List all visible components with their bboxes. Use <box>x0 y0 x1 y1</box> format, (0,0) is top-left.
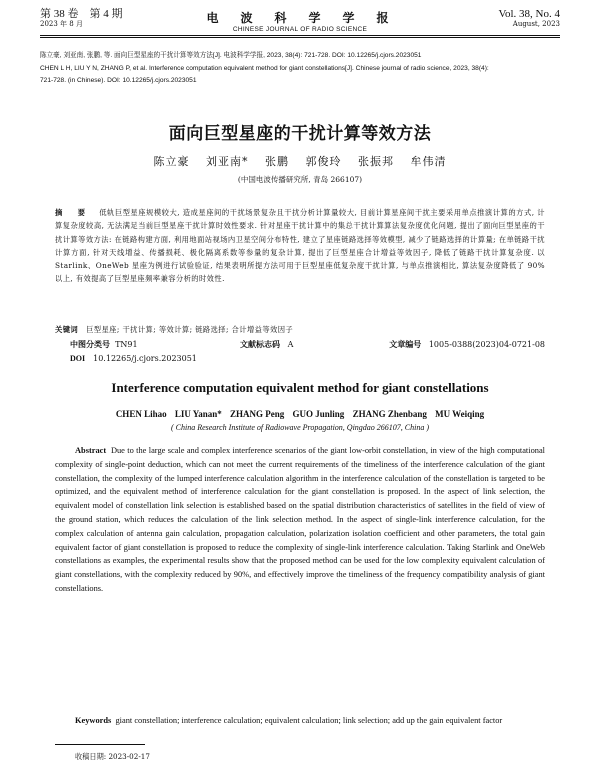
header-rule-top <box>40 35 560 36</box>
abstract-cn-label: 摘 要 <box>55 208 90 217</box>
doi-label: DOI <box>70 354 86 363</box>
journal-name-cn: 电 波 科 学 学 报 <box>206 11 394 25</box>
abstract-en <box>55 444 545 596</box>
abstract-en-text: Due to the large scale and complex interference scenarios of the giant low-orbit constellation, in view of the high computational complexity of single-point deduction, which can not meet the current requirements of the timeliness of the interference calculation of the giant constellation, the complexity of the lumped interference calculation algorithm in the interference calculation of the constellation is targeted to be optimized, and the equivalent method of interference calculation for the giant constellation is proposed. In the aspect of link selection, the equivalent model of constellation link selection is established based on the spatial distribution characteristics of satellites in the field of view of the ground station, which reduces the calculation of the link selection method. In the aspect of single-link interference calculation, for the complex calculation of antenna gain calculation, propagation calculation, polarization isolation coefficient and other parameters, the total gain equivalent factor of giant constellation is proposed to reduce the complexity of single-link interference calculation. Taking Starlink and OneWeb constellations as examples, the experimental results show that the proposed method can be used for the low complexity equivalent calculation of giant constellations, with the complexity reduced by 90%, and effectively improve the timeliness of the frequency compatibility analysis of giant constellations. <box>55 446 546 593</box>
article-number-value: 1005-0388(2023)04-0721-08 <box>428 340 545 349</box>
author-cn: 陈立豪 <box>153 155 190 168</box>
article-number <box>389 339 545 350</box>
affiliation-en: ( China Research Institute of Radiowave Propagation, Qingdao 266107, China ) <box>170 423 430 432</box>
author-en: CHEN Lihao <box>115 409 167 419</box>
header-center <box>40 9 560 33</box>
author-cn: 郭俊玲 <box>305 155 342 168</box>
clc-label: 中图分类号 <box>70 340 110 349</box>
running-header <box>40 9 560 35</box>
keywords-cn-text: 巨型星座; 干扰计算; 等效计算; 链路选择; 合计增益等效因子 <box>86 325 294 334</box>
footnote-rule <box>55 744 145 745</box>
author-cn: 张鹏 <box>265 155 289 168</box>
author-en: ZHANG Peng <box>230 409 285 419</box>
doc-code <box>240 339 293 350</box>
clc-value: TN91 <box>115 340 138 349</box>
title-en: Interference computation equivalent method for giant constellations <box>111 380 489 395</box>
author-en: GUO Junling <box>292 409 345 419</box>
journal-name-en: CHINESE JOURNAL OF RADIO SCIENCE <box>232 26 368 33</box>
doc-code-value: A <box>287 340 294 349</box>
keywords-en-text: giant constellation; interference calculation; equivalent calculation; link selection; add up the gain equivalent factor <box>115 716 503 725</box>
author-cn: 刘亚南* <box>206 155 249 168</box>
date-cn: 2023 年 8 月 <box>40 20 83 28</box>
author-cn: 张振邦 <box>358 155 394 168</box>
citation-line: 陈立豪, 刘亚南, 张鹏, 等. 面向巨型星座的干扰计算等效方法[J]. 电波科学学报, 2023, 38(4): 721-728. DOI: 10.12265/j.cjors.2023051 <box>40 52 422 59</box>
abstract-cn-text: 低轨巨型星座规模较大, 造成星座间的干扰场景复杂且干扰分析计算量较大, 目前计算星座间干扰主要采用单点推演计算的方式, 计算复杂度较高, 无法满足当前巨型星座干扰计算时效性要求. 针对星座干扰计算中的集总干扰计算算法复杂度优化问题, 提出了面向巨型星座的干扰计算等效方法: 在链路构建方面, 利用地面站视场内卫星空间分布特性, 建立了星座链路选择等效模型, 减少了链路选择的计算量; 在单链路干扰计算方面, 针对天线增益、传播损耗、极化隔离系数等参量的复杂计算, 提出了巨型星座合计增益等效因子, 降低了链路干扰计算复杂度. 以 Starlink、OneWeb 星座为例进行试验验证, 结果表明所提方法可用于巨型星座低复杂度干扰计算, 与单点推演相比, 算法复杂度降低了 90% 以上, 有效提高了巨型星座频率兼容分析的时效性. <box>55 208 546 284</box>
abstract-cn <box>55 206 545 286</box>
keywords-cn <box>55 325 545 335</box>
article-number-label: 文章编号 <box>389 340 422 349</box>
author-en: MU Weiqing <box>435 409 485 419</box>
author-en: LIU Yanan* <box>174 409 222 419</box>
doc-code-label: 文献标志码 <box>240 340 280 349</box>
header-right <box>498 9 560 29</box>
author-cn: 牟伟清 <box>410 155 447 168</box>
title-cn: 面向巨型星座的干扰计算等效方法 <box>168 124 432 144</box>
keywords-cn-label: 关键词 <box>55 325 79 334</box>
received-date-footnote: 收稿日期: 2023-02-17 <box>75 752 150 761</box>
date-en: August, 2023 <box>512 20 560 28</box>
citation-line: 721-728. (in Chinese). DOI: 10.12265/j.cjors.2023051 <box>40 77 197 85</box>
citation-line: CHEN L H, LIU Y N, ZHANG P, et al. Interference computation equivalent method for giant constellations[J]. Chinese journal of radio science, 2023, 38(4): <box>40 64 489 72</box>
abstract-en-label: Abstract <box>75 446 107 455</box>
citation-block <box>40 50 560 88</box>
keywords-en-label: Keywords <box>75 716 112 725</box>
keywords-en <box>55 714 545 728</box>
doi-line <box>70 354 197 363</box>
author-en: ZHANG Zhenbang <box>352 409 427 419</box>
doi-value: 10.12265/j.cjors.2023051 <box>93 354 197 363</box>
clc <box>70 339 138 350</box>
authors-cn <box>0 153 600 169</box>
authors-en <box>0 409 600 419</box>
volume-en: Vol. 38, No. 4 <box>498 8 560 20</box>
volume-cn: 第 38 卷 第 4 期 <box>40 8 123 20</box>
affiliation-cn: (中国电波传播研究所, 青岛 266107) <box>237 175 363 184</box>
header-rule-bottom <box>40 37 560 38</box>
